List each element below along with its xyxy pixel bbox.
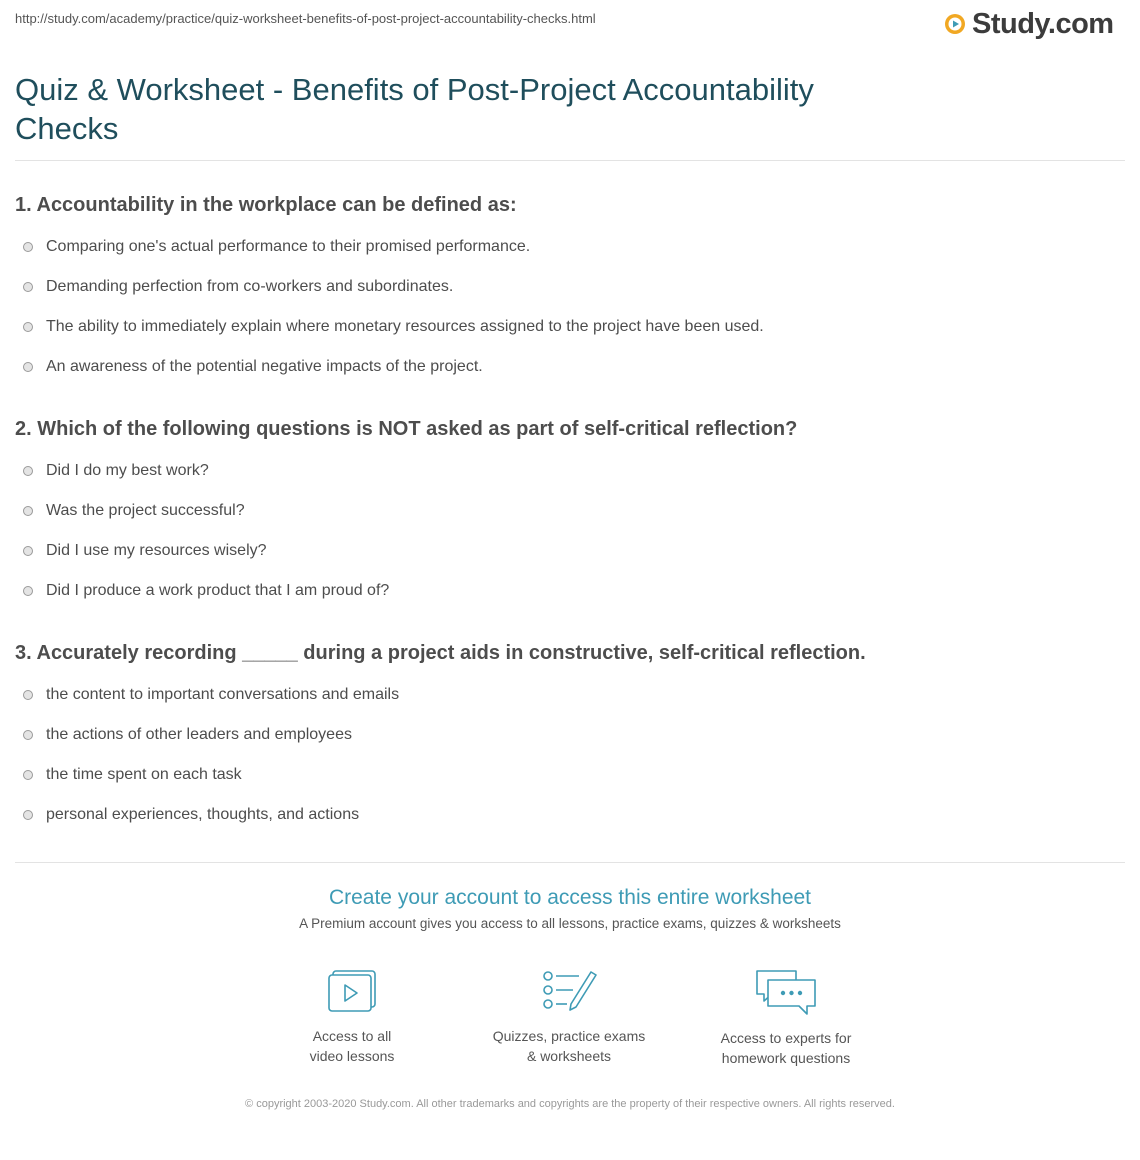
feature-quizzes xyxy=(469,968,669,1066)
question-3: 3. Accurately recording _____ during a project aids in constructive, self-critical reflection. xyxy=(15,642,866,664)
answer-text: the content to important conversations and emails xyxy=(46,686,400,703)
answer-text: personal experiences, thoughts, and actions xyxy=(46,806,360,823)
answer-text: An awareness of the potential negative impacts of the project. xyxy=(46,358,483,375)
answer-text: Did I use my resources wisely? xyxy=(46,542,267,559)
feature-label: Access to experts for homework questions xyxy=(720,1030,852,1066)
radio-button[interactable] xyxy=(23,586,33,596)
answer-text: the time spent on each task xyxy=(46,766,242,783)
answer-option[interactable] xyxy=(23,804,359,826)
radio-button[interactable] xyxy=(23,810,33,820)
radio-button[interactable] xyxy=(23,322,33,332)
radio-button[interactable] xyxy=(23,770,33,780)
radio-button[interactable] xyxy=(23,362,33,372)
answer-option[interactable] xyxy=(23,580,389,602)
study-logo[interactable] xyxy=(944,7,1114,41)
question-2: 2. Which of the following questions is NOT asked as part of self-critical reflection? xyxy=(15,418,798,440)
answer-text: the actions of other leaders and employees xyxy=(46,726,352,743)
answer-option[interactable] xyxy=(23,236,530,258)
radio-button[interactable] xyxy=(23,506,33,516)
radio-button[interactable] xyxy=(23,282,33,292)
cta-divider xyxy=(15,862,1125,863)
answer-text: The ability to immediately explain where monetary resources assigned to the project have been used. xyxy=(46,318,764,335)
feature-video-lessons xyxy=(252,968,452,1066)
feature-label: Access to all video lessons xyxy=(309,1028,395,1064)
feature-experts xyxy=(686,968,886,1068)
question-1: 1. Accountability in the workplace can be defined as: xyxy=(15,194,517,216)
radio-button[interactable] xyxy=(23,690,33,700)
answer-text: Did I produce a work product that I am proud of? xyxy=(46,582,390,599)
answer-text: Did I do my best work? xyxy=(46,462,209,479)
answer-option[interactable] xyxy=(23,764,242,786)
answer-option[interactable] xyxy=(23,724,352,746)
chat-bubbles-icon xyxy=(754,968,818,1016)
answer-option[interactable] xyxy=(23,356,483,378)
answer-text: Demanding perfection from co-workers and subordinates. xyxy=(46,278,454,295)
radio-button[interactable] xyxy=(23,242,33,252)
page-title: Quiz & Worksheet - Benefits of Post-Project Accountability Checks xyxy=(15,72,814,146)
page-url: http://study.com/academy/practice/quiz-worksheet-benefits-of-post-project-accountability-checks.html xyxy=(15,11,596,26)
answer-option[interactable] xyxy=(23,684,399,706)
answer-option[interactable] xyxy=(23,460,209,482)
create-account-link[interactable]: Create your account to access this entire worksheet xyxy=(328,886,812,909)
radio-button[interactable] xyxy=(23,466,33,476)
answer-option[interactable] xyxy=(23,316,764,338)
copyright-notice: © copyright 2003-2020 Study.com. All other trademarks and copyrights are the property of their respective owners. All rights reserved. xyxy=(245,1098,895,1110)
answer-option[interactable] xyxy=(23,540,267,562)
feature-label: Quizzes, practice exams & worksheets xyxy=(492,1028,646,1064)
answer-text: Comparing one's actual performance to their promised performance. xyxy=(46,238,531,255)
premium-description: A Premium account gives you access to all lessons, practice exams, quizzes & worksheets xyxy=(299,916,841,931)
answer-option[interactable] xyxy=(23,500,245,522)
quiz-checklist-icon xyxy=(541,968,597,1014)
answer-text: Was the project successful? xyxy=(46,502,245,519)
logo-text: Study.com xyxy=(972,8,1114,40)
video-lessons-icon xyxy=(326,968,378,1014)
radio-button[interactable] xyxy=(23,730,33,740)
header-divider xyxy=(15,160,1125,161)
radio-button[interactable] xyxy=(23,546,33,556)
answer-option[interactable] xyxy=(23,276,453,298)
play-circle-icon xyxy=(944,13,966,35)
